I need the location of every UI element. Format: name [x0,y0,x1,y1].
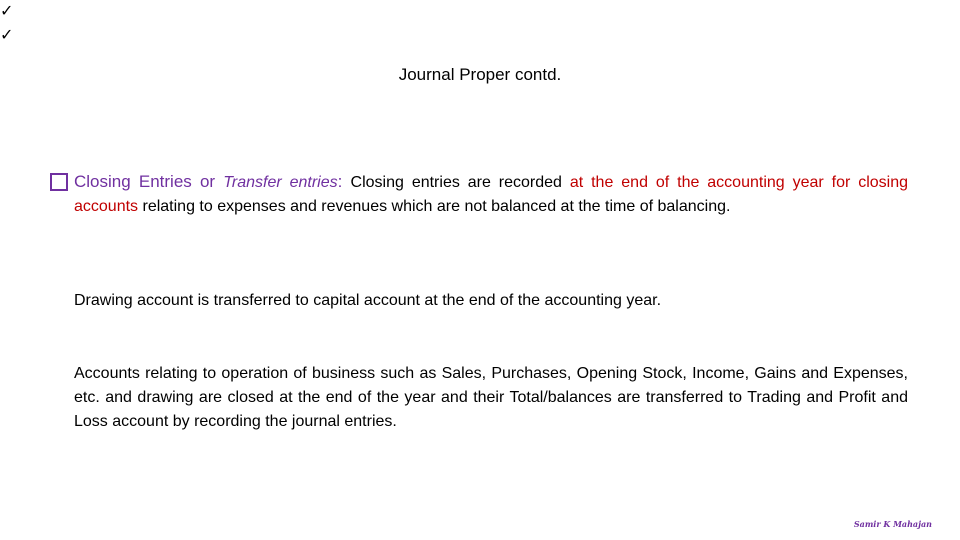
transfer-entries-subheading: Transfer entries [223,174,338,191]
closing-entries-heading: Closing Entries or [74,172,224,191]
author-credit: Samir K Mahajan [853,519,932,529]
point-drawing-account: Drawing account is transferred to capital account at the end of the accounting year. [74,292,662,309]
closing-entries-text-1: Closing entries are recorded [350,174,570,191]
check-mark-icon: ✓ [0,3,14,20]
closing-entries-paragraph [74,170,908,219]
closing-entries-spacer [824,174,832,191]
heading-colon: : [337,172,351,191]
check-mark-icon: ✓ [0,27,14,44]
point-accounts-transfer: Accounts relating to operation of business such as Sales, Purchases, Opening Stock, Income, Gains and Expenses, etc. and drawing are closed at the end of the year and their Total/balances are transferred to Trading and Profit and Loss account by recording the journal entries. [74,365,908,430]
closing-entries-highlight-2: for closing accounts [74,174,909,215]
square-bullet-icon [50,173,68,191]
slide-title: Journal Proper contd. [398,65,562,84]
closing-entries-highlight-1: at the end of the accounting year [569,174,824,191]
closing-entries-text-2: relating to expenses and revenues which are not balanced at the time of balancing. [138,198,731,215]
